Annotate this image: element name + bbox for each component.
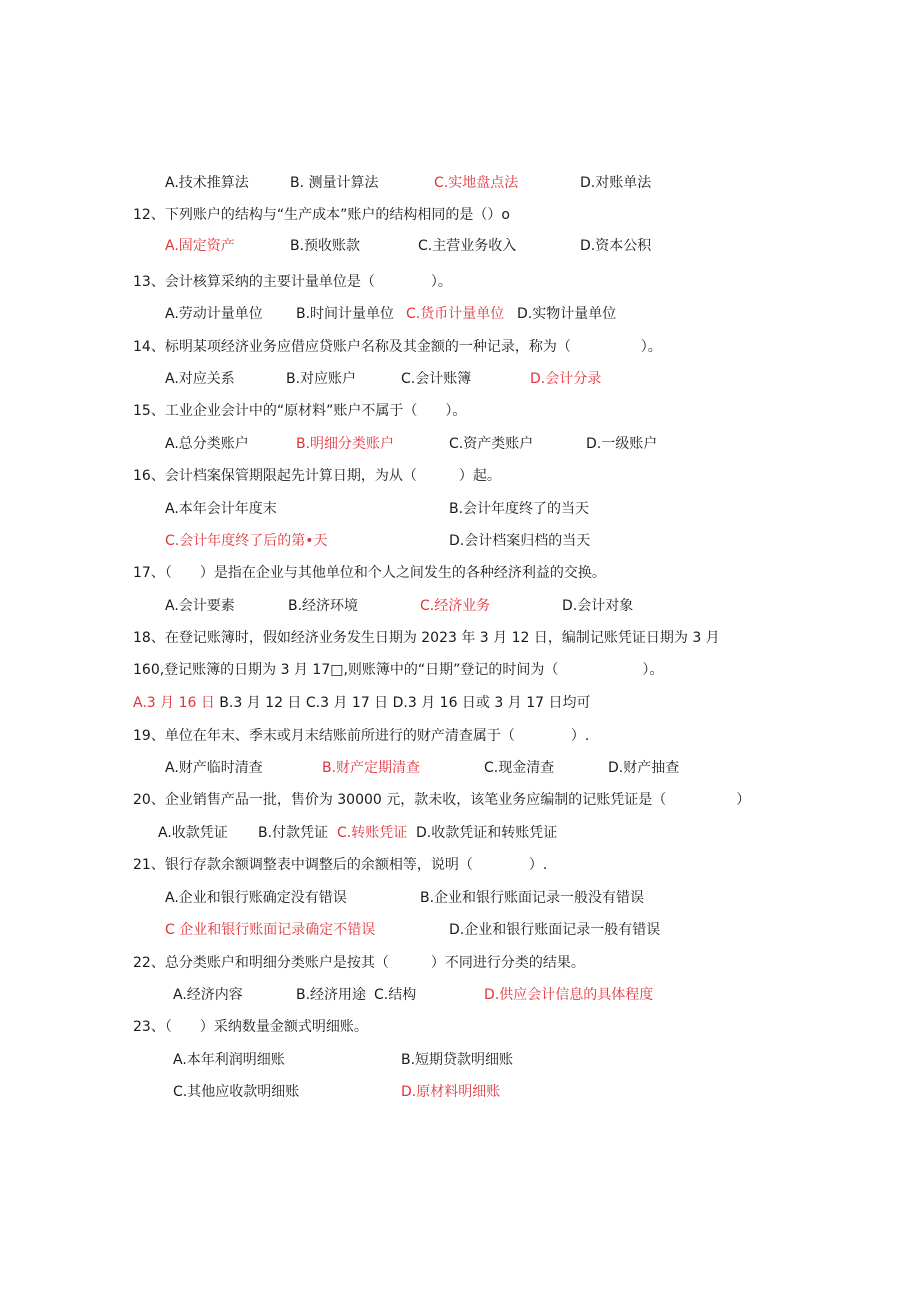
- q18-options: [133, 694, 590, 712]
- q14-stem: 14、标明某项经济业务应借应贷账户名称及其金额的一种记录，称为（ ）。: [133, 339, 662, 355]
- q11-option-d: D.对账单法: [580, 175, 652, 191]
- q22-option-d-answer: D.供应会计信息的具体程度: [484, 987, 654, 1003]
- q19-option-c: C.现金清查: [484, 760, 555, 776]
- q15-option-d: D.一级账户: [586, 436, 658, 452]
- q22-option-c: C.结构: [374, 987, 417, 1003]
- q17-option-d: D.会计对象: [562, 598, 634, 614]
- q21-stem: 21、银行存款余额调整表中调整后的余额相等，说明（ ）.: [133, 857, 548, 873]
- q13-option-a: A.劳动计量单位: [165, 306, 263, 322]
- q12-option-b: B.预收账款: [290, 238, 361, 254]
- q18-options-rest: B.3 月 12 日 C.3 月 17 日 D.3 月 16 日或 3 月 17 日均可: [214, 695, 591, 711]
- q21-option-c-answer: C 企业和银行账面记录确定不错误: [165, 922, 376, 938]
- q11-option-a: A.技术推算法: [165, 175, 249, 191]
- q13-option-c-answer: C.货币计量单位: [406, 306, 505, 322]
- q18-option-a-answer: A.3 月 16 日: [133, 695, 215, 711]
- q20-option-a: A.收款凭证: [158, 825, 228, 841]
- q21-option-a: A.企业和银行账确定没有错误: [165, 890, 347, 906]
- q14-option-b: B.对应账户: [286, 371, 357, 387]
- q15-option-c: C.资产类账户: [449, 436, 534, 452]
- q16-stem: 16、会计档案保管期限起先计算日期，为从（ ）起。: [133, 468, 501, 484]
- q20-option-d: D.收款凭证和转账凭证: [416, 825, 558, 841]
- q12-option-a-answer: A.固定资产: [165, 238, 235, 254]
- q19-option-d: D.财产抽查: [608, 760, 680, 776]
- q22-stem: 22、总分类账户和明细分类账户是按其（ ）不同进行分类的结果。: [133, 955, 585, 971]
- q23-option-b: B.短期贷款明细账: [401, 1052, 514, 1068]
- q23-option-c: C.其他应收款明细账: [173, 1084, 300, 1100]
- q14-option-c: C.会计账簿: [401, 371, 472, 387]
- q20-stem: 20、企业销售产品一批，售价为 30000 元，款未收，该笔业务应编制的记账凭证是（ ）: [133, 792, 751, 808]
- q12-stem: 12、下列账户的结构与“生产成本”账户的结构相同的是（）o: [133, 207, 510, 223]
- q19-stem: 19、单位在年末、季末或月末结账前所进行的财产清查属于（ ）.: [133, 728, 590, 744]
- q21-option-d: D.企业和银行账面记录一般有错误: [449, 922, 661, 938]
- q16-option-a: A.本年会计年度末: [165, 501, 277, 517]
- q17-option-b: B.经济环境: [288, 598, 359, 614]
- q23-stem: 23、（ ）采纳数量金额式明细账。: [133, 1019, 368, 1035]
- q14-option-a: A.对应关系: [165, 371, 235, 387]
- q15-option-b-answer: B.明细分类账户: [296, 436, 395, 452]
- q13-option-d: D.实物计量单位: [517, 306, 617, 322]
- q18-stem-line2: 160,登记账簿的日期为 3 月 17□,则账簿中的“日期”登记的时间为（ ）。: [133, 662, 664, 678]
- q17-option-a: A.会计要素: [165, 598, 235, 614]
- q15-stem: 15、工业企业会计中的“原材料”账户不属于（ ）。: [133, 403, 467, 419]
- q17-option-c-answer: C.经济业务: [420, 598, 491, 614]
- q20-option-b: B.付款凭证: [258, 825, 329, 841]
- q13-option-b: B.时间计量单位: [296, 306, 395, 322]
- q12-option-c: C.主营业务收入: [418, 238, 517, 254]
- q18-stem-line1: 18、在登记账簿时，假如经济业务发生日期为 2023 年 3 月 12 日，编制记账凭证日期为 3 月: [133, 630, 720, 646]
- q22-option-a: A.经济内容: [173, 987, 243, 1003]
- q16-option-c-answer: C.会计年度终了后的第•天: [165, 533, 328, 549]
- q12-option-d: D.资本公积: [580, 238, 652, 254]
- q19-option-b-answer: B.财产定期清查: [322, 760, 421, 776]
- q17-stem: 17、（ ）是指在企业与其他单位和个人之间发生的各种经济利益的交换。: [133, 565, 606, 581]
- q11-option-c-answer: C.实地盘点法: [434, 175, 519, 191]
- q11-option-b: B. 测量计算法: [290, 175, 379, 191]
- q21-option-b: B.企业和银行账面记录一般没有错误: [420, 890, 645, 906]
- q23-option-a: A.本年利润明细账: [173, 1052, 285, 1068]
- q20-option-c-answer: C.转账凭证: [337, 825, 408, 841]
- q14-option-d-answer: D.会计分录: [530, 371, 602, 387]
- q13-stem: 13、会计核算采纳的主要计量单位是（ ）。: [133, 274, 452, 290]
- q16-option-b: B.会计年度终了的当天: [449, 501, 590, 517]
- q16-option-d: D.会计档案归档的当天: [449, 533, 591, 549]
- q19-option-a: A.财产临时清查: [165, 760, 263, 776]
- q15-option-a: A.总分类账户: [165, 436, 249, 452]
- q22-option-b: B.经济用途: [296, 987, 367, 1003]
- q23-option-d-answer: D.原材料明细账: [401, 1084, 501, 1100]
